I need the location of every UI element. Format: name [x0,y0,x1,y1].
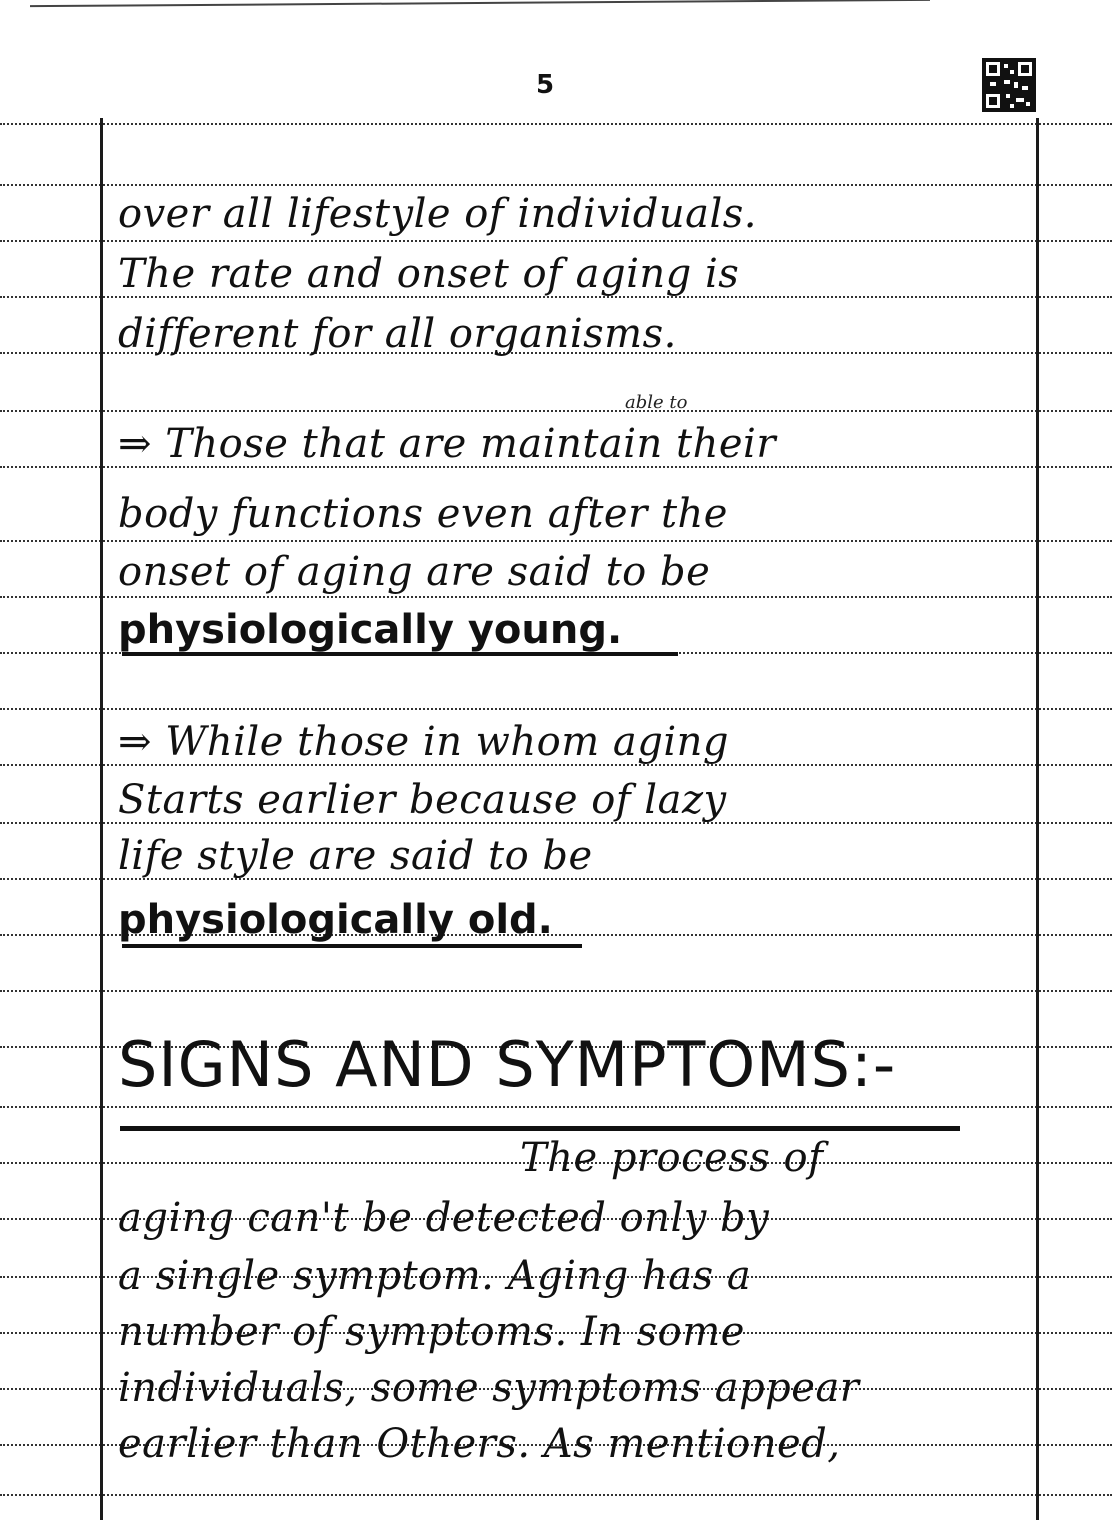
ruled-line [0,123,1112,125]
text-line: The process of [520,1135,824,1181]
text-line: life style are said to be [118,833,593,879]
text-line: earlier than Others. As mentioned, [118,1421,841,1467]
text-line: a single symptom. Aging has a [118,1253,752,1299]
key-term: physiologically old. [118,897,553,943]
ruled-line [0,990,1112,992]
ruled-line [0,1494,1112,1496]
inserted-note: able to [625,392,688,413]
text-line: different for all organisms. [118,311,677,357]
text-line: body functions even after the [118,491,728,537]
section-heading: SIGNS AND SYMPTOMS:- [118,1028,897,1101]
ruled-line [0,596,1112,598]
qr-code-icon [982,58,1036,112]
text-line: aging can't be detected only by [118,1195,770,1241]
left-margin-line [100,118,103,1520]
text-line: Starts earlier because of lazy [118,777,727,823]
heading-underline [120,1126,960,1131]
text-line: number of symptoms. In some [118,1309,745,1355]
text-line: onset of aging are said to be [118,549,711,595]
term-underline [122,652,678,656]
ruled-line [0,540,1112,542]
text-line: ⇒ While those in whom aging [118,719,730,765]
page-top-edge-line [30,0,930,7]
text-line: The rate and onset of aging is [118,251,740,297]
ruled-line [0,240,1112,242]
text-line: ⇒ Those that are maintain their [118,421,776,467]
page-number: 5 [535,70,555,100]
key-term: physiologically young. [118,607,623,653]
ruled-line [0,410,1112,412]
ruled-line [0,708,1112,710]
text-line: over all lifestyle of individuals. [118,191,757,237]
ruled-line [0,184,1112,186]
term-underline [122,944,582,948]
text-line: individuals, some symptoms appear [118,1365,860,1411]
right-margin-line [1036,118,1039,1520]
